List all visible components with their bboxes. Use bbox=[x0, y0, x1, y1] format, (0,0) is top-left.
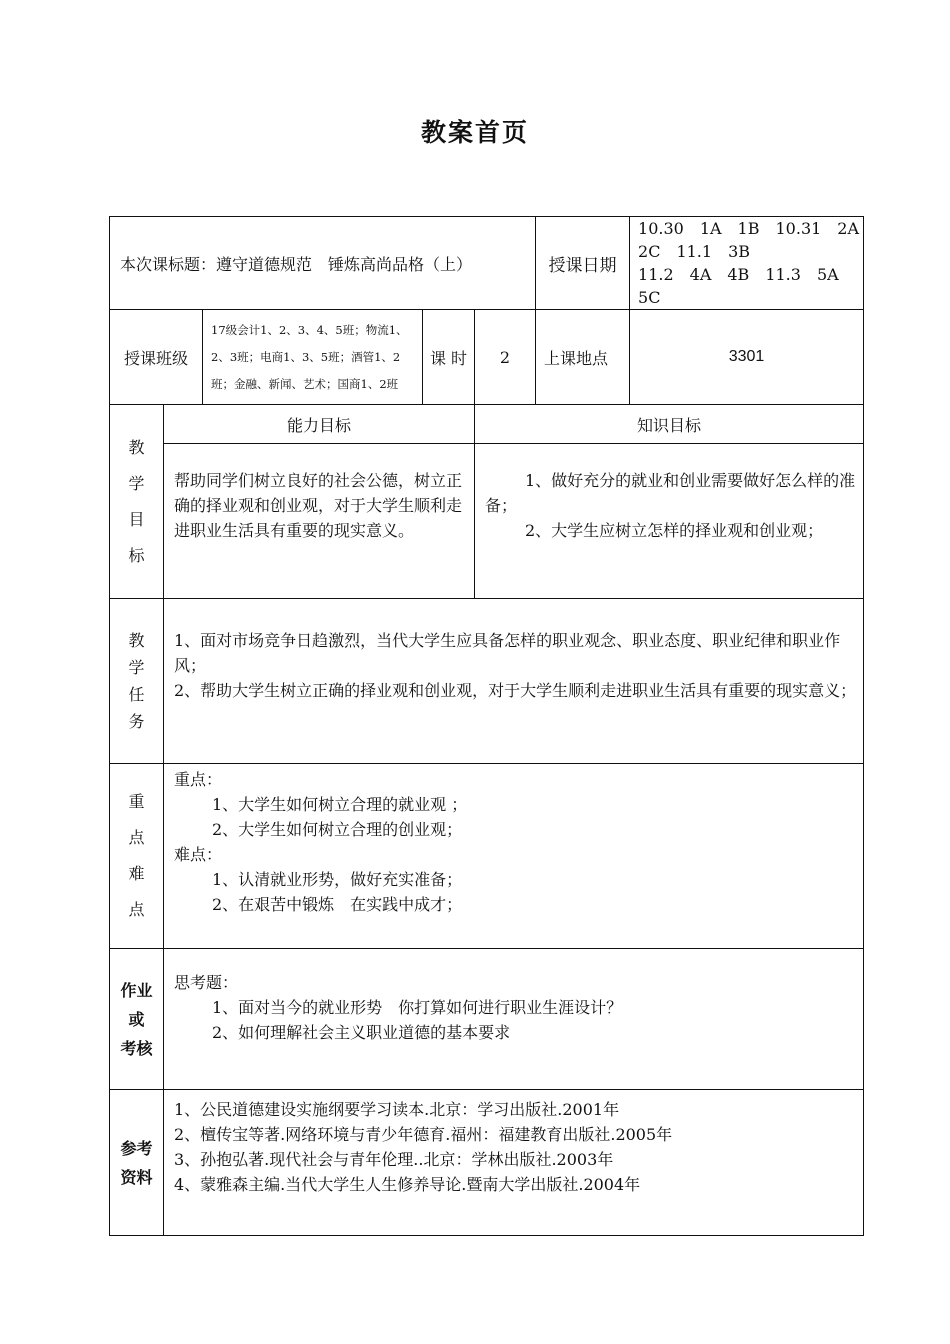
ability-text: 帮助同学们树立良好的社会公德，树立正确的择业观和创业观，对于大学生顺利走进职业生活具有重要的现实意义。 bbox=[164, 444, 475, 599]
reference-item: 1、公民道德建设实施纲要学习读本.北京：学习出版社.2001年 bbox=[174, 1100, 620, 1119]
homework-heading: 思考题： bbox=[174, 973, 239, 992]
homework-item: 1、面对当今的就业形势 你打算如何进行职业生涯设计？ bbox=[212, 998, 623, 1017]
key-heading: 重点： bbox=[174, 770, 223, 789]
difficult-item: 1、认清就业形势，做好充实准备； bbox=[212, 870, 463, 889]
class-value-cell bbox=[203, 310, 423, 405]
key-item: 2、大学生如何树立合理的创业观； bbox=[212, 820, 463, 839]
hours-value: 2 bbox=[475, 310, 536, 405]
reference-item: 4、蒙雅森主编.当代大学生人生修养导论.暨南大学出版社.2004年 bbox=[174, 1175, 641, 1194]
reference-item: 2、檀传宝等著.网络环境与青少年德育.福州：福建教育出版社.2005年 bbox=[174, 1125, 673, 1144]
date-cell bbox=[630, 217, 876, 310]
knowledge-cell bbox=[475, 444, 864, 599]
keypoints-side-label: 重 点 难 点 bbox=[110, 764, 164, 949]
key-item: 1、大学生如何树立合理的就业观 ； bbox=[212, 795, 468, 814]
date-line-1: 10.30 1A 1B 10.31 2A 2C 11.1 3B bbox=[638, 219, 876, 261]
reference-item: 3、孙抱弘著.现代社会与青年伦理..北京：学林出版社.2003年 bbox=[174, 1150, 614, 1169]
references-side-label: 参考 资料 bbox=[110, 1090, 164, 1236]
difficult-heading: 难点： bbox=[174, 845, 223, 864]
class-label: 授课班级 bbox=[110, 310, 203, 405]
task-item: 2、帮助大学生树立正确的择业观和创业观，对于大学生顺利走进职业生活具有重要的现实意义； bbox=[174, 681, 857, 700]
location-value: 3301 bbox=[630, 310, 864, 405]
lesson-plan-table bbox=[109, 216, 876, 1236]
ability-header: 能力目标 bbox=[164, 405, 475, 444]
tasks-side-label: 教 学 任 务 bbox=[110, 599, 164, 764]
topic-cell bbox=[110, 217, 536, 310]
keypoints-cell bbox=[164, 764, 864, 949]
page-title: 教案首页 bbox=[420, 118, 529, 147]
topic-label: 本次课标题： bbox=[120, 254, 217, 274]
class-value: 17级会计1、2、3、4、5班；物流1、2、3班；电商1、3、5班；酒管1、2班；金融、新闻、艺术；国商1、2班 bbox=[211, 323, 408, 391]
homework-side-label: 作业 或 考核 bbox=[110, 949, 164, 1090]
knowledge-item: 1、做好充分的就业和创业需要做好怎么样的准备； bbox=[485, 471, 856, 515]
tasks-cell bbox=[164, 599, 864, 764]
difficult-item: 2、在艰苦中锻炼 在实践中成才； bbox=[212, 895, 463, 914]
knowledge-header: 知识目标 bbox=[475, 405, 864, 444]
objectives-side-label: 教 学 目 标 bbox=[110, 405, 164, 599]
homework-item: 2、如何理解社会主义职业道德的基本要求 bbox=[212, 1023, 511, 1042]
date-line-2: 11.2 4A 4B 11.3 5A 5C bbox=[638, 265, 855, 307]
knowledge-item: 2、大学生应树立怎样的择业观和创业观； bbox=[525, 521, 824, 540]
topic-value: 遵守道德规范 锤炼高尚品格（上） bbox=[216, 254, 473, 274]
hours-label: 课 时 bbox=[423, 310, 475, 405]
location-label: 上课地点 bbox=[536, 310, 630, 405]
homework-cell bbox=[164, 949, 864, 1090]
references-cell bbox=[164, 1090, 864, 1236]
date-label: 授课日期 bbox=[536, 217, 630, 310]
task-item: 1、面对市场竞争日趋激烈，当代大学生应具备怎样的职业观念、职业态度、职业纪律和职业作风； bbox=[174, 631, 841, 675]
